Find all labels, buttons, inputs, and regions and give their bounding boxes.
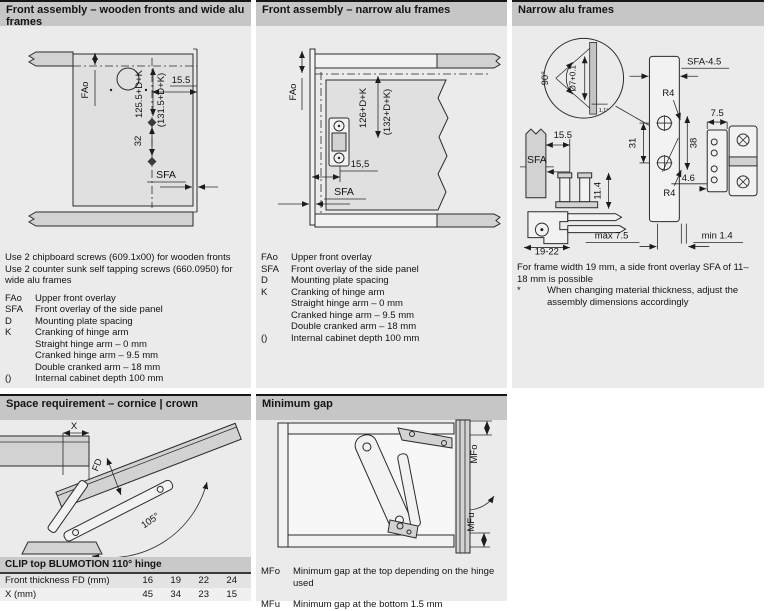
legend-row: MFo Minimum gap at the top depending on the hinge used xyxy=(261,566,495,589)
note-frame-width: For frame width 19 mm, a side front overlay SFA of 11–18 mm is possible xyxy=(517,262,749,285)
panel-title: Front assembly – narrow alu frames xyxy=(256,0,507,26)
dim-7-5: 7.5 xyxy=(710,108,724,120)
dim-15-5: 15.5 xyxy=(171,75,191,86)
mounting-plate-front-view xyxy=(707,126,757,196)
dim-r4-upper: R4 xyxy=(662,88,675,100)
dim-max-7-5: max 7.5 xyxy=(594,230,629,242)
alu-frame-front xyxy=(310,49,315,225)
cabinet-top xyxy=(278,423,454,434)
dim-sfa: SFA xyxy=(156,169,176,181)
legend-row: () Internal cabinet depth 100 mm xyxy=(261,332,420,344)
cabinet-back xyxy=(278,423,288,547)
cornice-panel xyxy=(0,436,89,466)
legend-row: K Cranking of hinge arm xyxy=(5,327,129,338)
dim-11-4: 11.4 xyxy=(592,181,604,200)
assembly-drawing-wide-frames xyxy=(0,26,251,238)
dim-min-1-4: min 1.4 xyxy=(701,230,733,242)
legend-row: Double cranked arm – 18 mm xyxy=(291,321,417,332)
legend-narrow-frames xyxy=(256,252,507,344)
dim-105deg: 105° xyxy=(139,510,162,532)
panel-narrow-alu-frames xyxy=(512,0,764,388)
cabinet-top-panel xyxy=(29,52,73,66)
dim-4-6: 4.6 xyxy=(681,172,695,184)
panel-title: Narrow alu frames xyxy=(512,0,764,26)
cabinet-bottom-panel xyxy=(29,212,193,226)
legend-row: Double cranked arm – 18 mm xyxy=(35,361,161,373)
legend-row: () Internal cabinet depth 100 mm xyxy=(5,373,164,384)
panel-title: Minimum gap xyxy=(256,394,507,420)
assembly-drawing-narrow-frames xyxy=(256,26,507,238)
dim-sfa-left: SFA xyxy=(527,154,547,166)
dim-31: 31 xyxy=(627,137,639,149)
dim-fao: FAo xyxy=(80,81,91,99)
cabinet-bottom xyxy=(278,535,454,547)
table-header: CLIP top BLUMOTION 110° hinge xyxy=(0,557,251,574)
dim-x: X xyxy=(70,421,78,432)
panel-minimum-gap xyxy=(256,394,507,610)
panel-wide-frames xyxy=(0,0,251,388)
panel-title: Space requirement – cornice | crown xyxy=(0,394,251,420)
legend-row: Cranked hinge arm – 9.5 mm xyxy=(291,309,415,321)
dim-sfa-4-5: SFA-4.5 xyxy=(687,56,722,68)
hinge-dimension-table xyxy=(0,557,251,601)
lift-up-front xyxy=(456,420,470,553)
dim-r4-lower: R4 xyxy=(663,187,676,199)
dim-fao: FAo xyxy=(288,83,299,101)
legend-row: MFu Minimum gap at the bottom 1.5 mm xyxy=(261,599,443,610)
cornice-clearance-drawing xyxy=(0,420,251,554)
dim-mfo: MFo xyxy=(469,444,480,464)
dim-131-5-d-k: (131.5+D+K) xyxy=(156,72,167,128)
dim-sfa: SFA xyxy=(334,186,354,198)
gap-legend xyxy=(256,566,507,611)
legend-row: Straight hinge arm – 0 mm xyxy=(35,338,147,350)
legend-wide-frames xyxy=(0,293,251,385)
dim-125-5-d-k: 125.5+D+K xyxy=(134,69,145,119)
legend-row: FAo Upper front overlay xyxy=(261,252,372,263)
dim-fd: FD xyxy=(90,457,106,473)
dim-90deg: 90° xyxy=(539,71,551,86)
legend-row: Cranked hinge arm – 9.5 mm xyxy=(35,350,159,361)
legend-row: SFA Front overlay of the side panel xyxy=(261,263,419,275)
dim-diameter-7: Ø7+0.1 xyxy=(568,65,578,92)
minimum-gap-drawing xyxy=(256,420,507,560)
note-chipboard-screws: Use 2 chipboard screws (609.1x00) for wooden fronts xyxy=(5,252,231,263)
legend-row: D Mounting plate spacing xyxy=(261,275,389,286)
panel-title: Front assembly – wooden fronts and wide alu frames xyxy=(0,0,251,26)
dim-mfu: MFu xyxy=(466,512,477,532)
dim-15-5-left: 15.5 xyxy=(553,130,573,142)
table-row: X (mm) 45 34 23 15 xyxy=(0,588,251,602)
dim-126-d-k: 126+D+K xyxy=(358,87,369,129)
panel-narrow-frames-assembly xyxy=(256,0,507,388)
dim-15-5: 15,5 xyxy=(350,159,370,170)
legend-row: D Mounting plate spacing xyxy=(5,315,133,327)
detail-circle xyxy=(544,38,624,118)
legend-row: Straight hinge arm – 0 mm xyxy=(291,298,403,309)
legend-row: FAo Upper front overlay xyxy=(5,292,116,304)
cabinet-bottom-panel xyxy=(437,214,500,227)
footnote-row: * When changing material thickness, adjust the assembly dimensions accordingly xyxy=(517,285,739,308)
dim-132-d-k: (132+D+K) xyxy=(382,88,393,136)
mounting-plate xyxy=(329,118,349,166)
dim-32: 32 xyxy=(133,135,144,147)
dim-1-1deg: 1,1° xyxy=(598,108,609,115)
cabinet-top-panel xyxy=(437,54,500,68)
note-selftapping-screws: Use 2 counter sunk self tapping screws (660.0950) for wide alu frames xyxy=(5,263,233,286)
dim-19-22: 19-22 xyxy=(534,246,559,258)
legend-row: K Cranking of hinge arm xyxy=(261,286,385,298)
drilling-pattern-drawing xyxy=(512,26,764,256)
panel-space-requirement xyxy=(0,394,251,601)
legend-row: SFA Front overlay of the side panel xyxy=(5,304,163,315)
table-row: Front thickness FD (mm) 16 19 22 24 xyxy=(0,574,251,588)
dim-38: 38 xyxy=(688,137,700,149)
